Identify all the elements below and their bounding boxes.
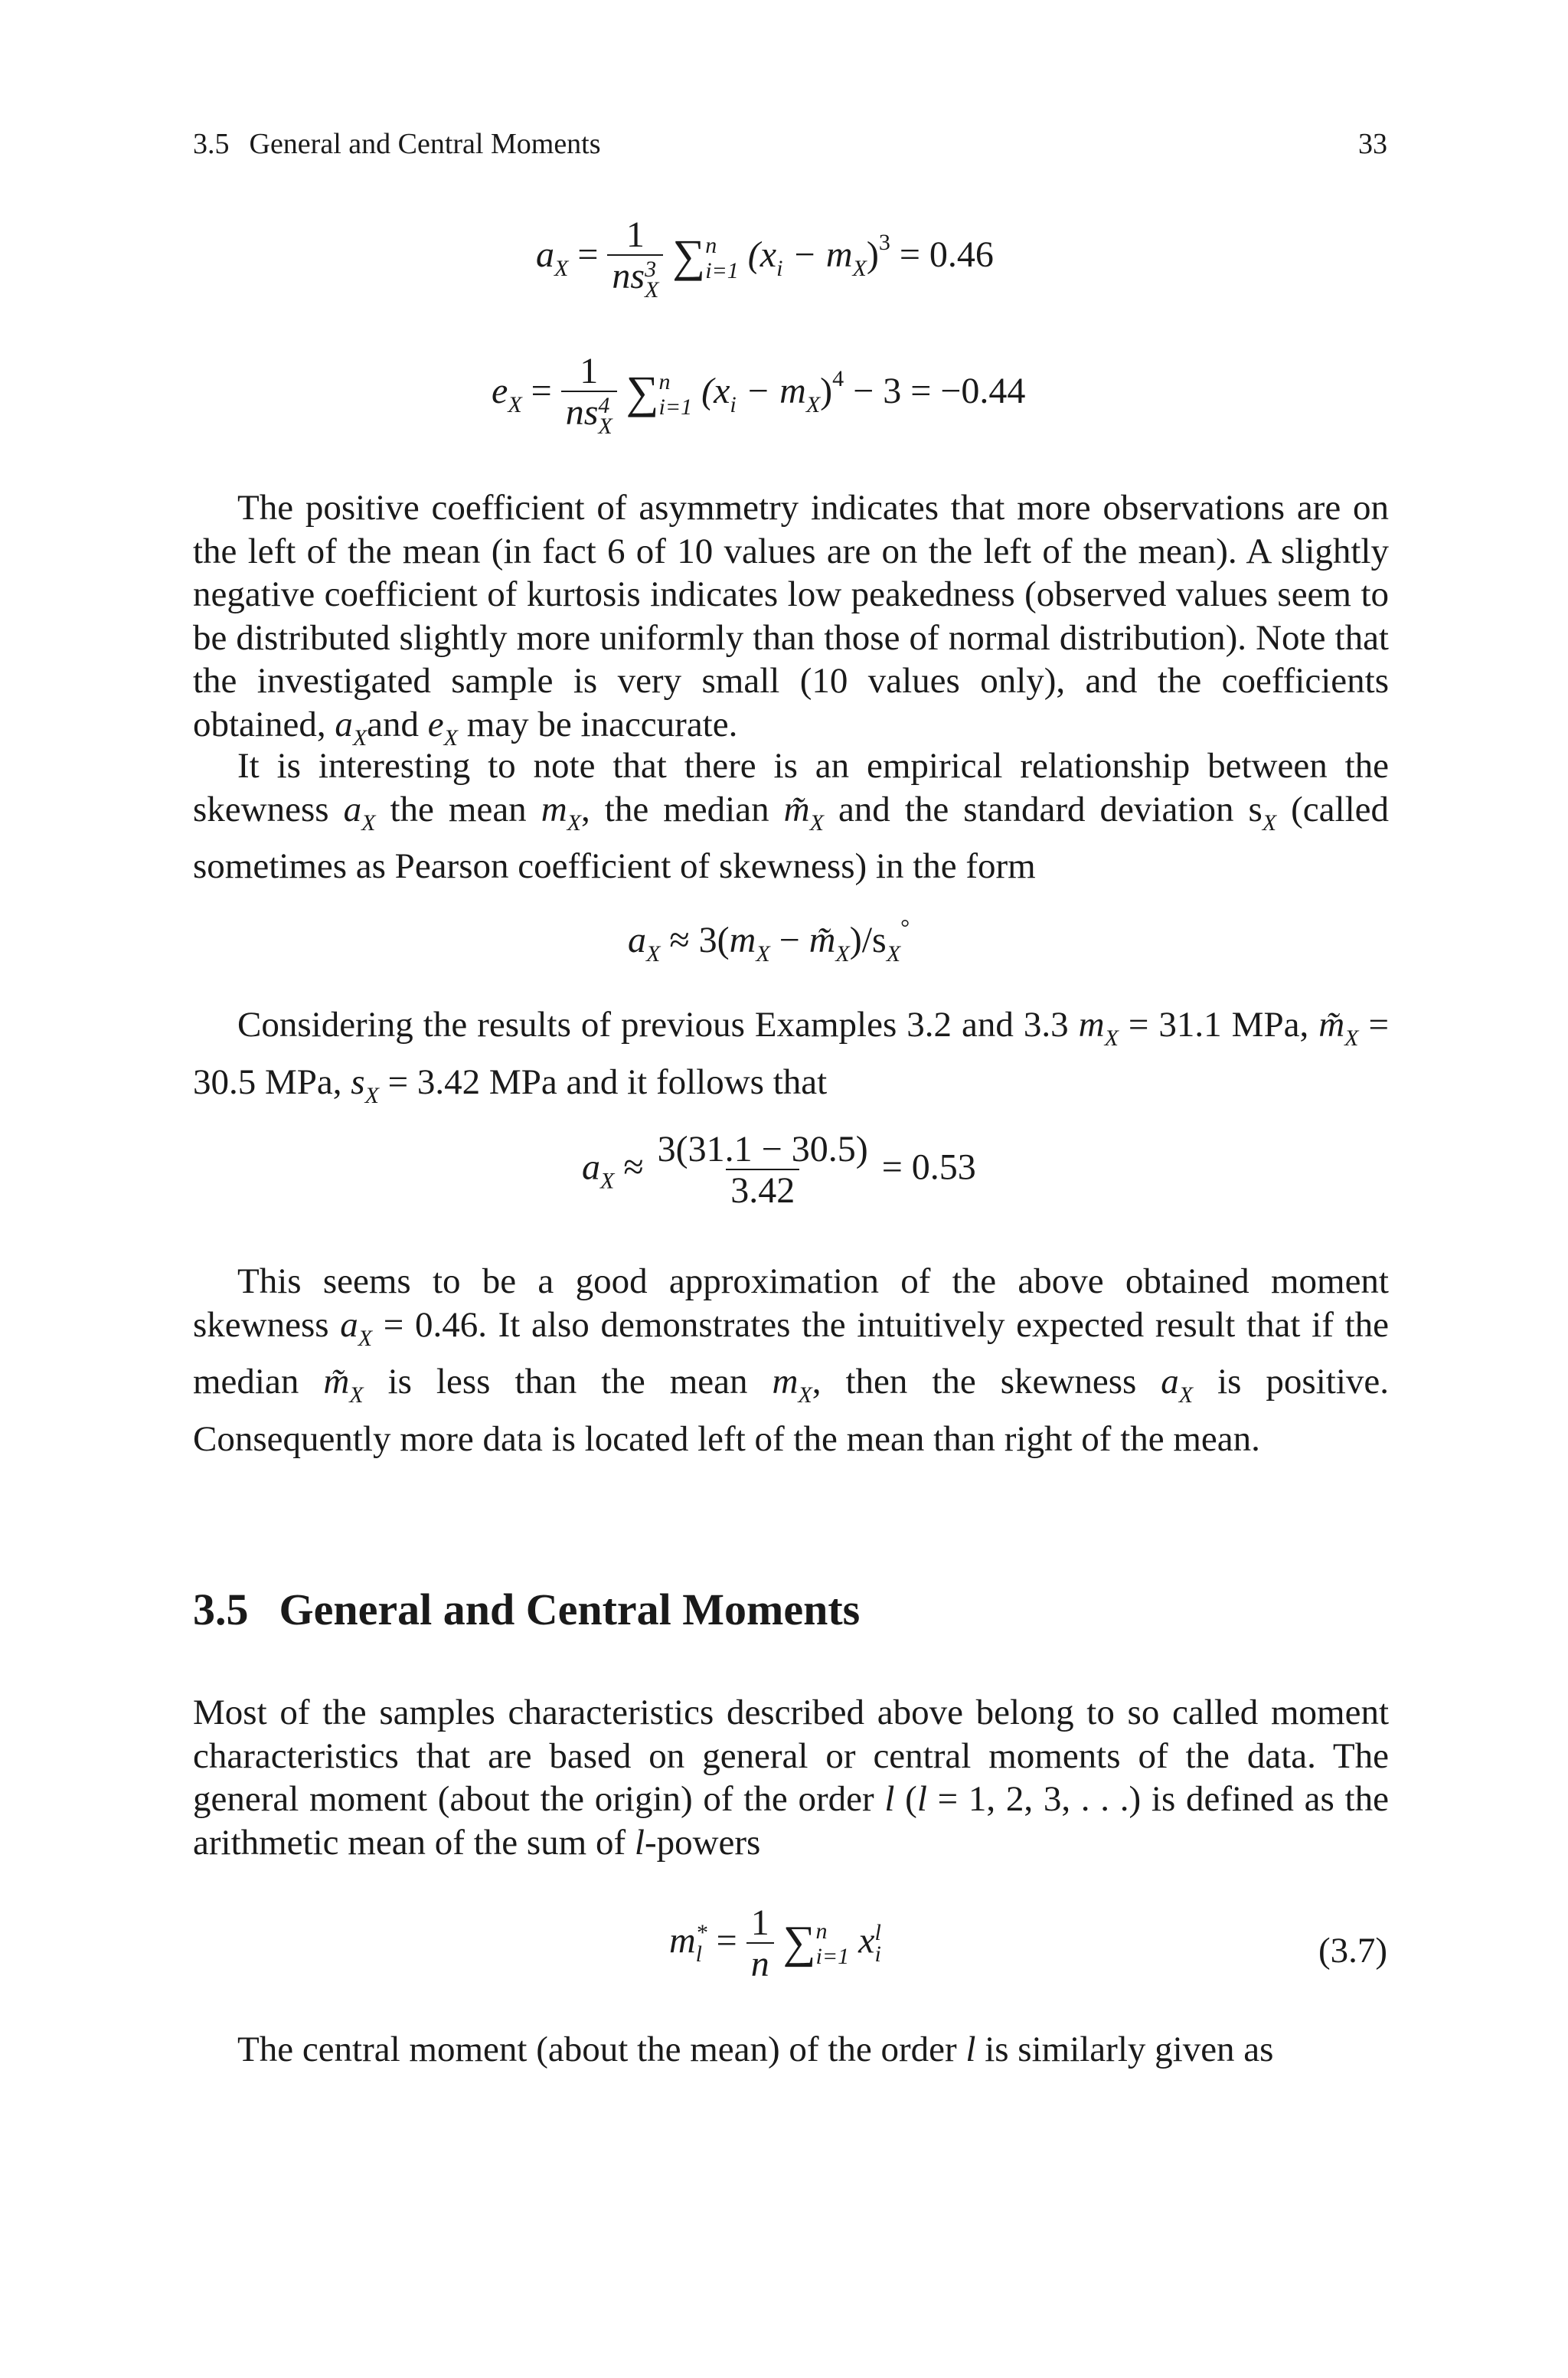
summation-symbol: ∑: [626, 367, 659, 418]
paragraph-considering: Considering the results of previous Examples 3.2 and 3.3 $m_X = 31.1$ MPa, $m̃_X = 30.5$ MPa, $s_X = 3.42$ MPa and it follows that: [193, 1005, 1390, 1108]
eq-lhs: a: [536, 234, 554, 276]
header-section-title: General and Central Moments: [249, 128, 601, 160]
page-number: 33: [1358, 128, 1387, 160]
eq-lhs: e: [492, 371, 508, 412]
running-header: [193, 127, 601, 161]
section-number: 3.5: [193, 1585, 249, 1634]
fraction: $\frac{1}{n}$: [746, 1904, 774, 1984]
summation-symbol: ∑: [672, 231, 706, 282]
equation-skewness: $a_X$ = 1 ns 3 X ∑ n i=1 $(x_i - m_X)^3 = 0.46$: [536, 214, 994, 303]
equation-numeric-approx: $a_X$ ≈ $\frac{3(31.1 - 30.5)}{3.42}$ = 0.53: [582, 1129, 976, 1212]
equation-3-7: m * l = $\frac{1}{n}$ ∑ n i=1 x l i: [669, 1902, 881, 1985]
equation-pearson: $a_X \approx 3(m_X$ − $m̃_X)/s_X^\circ$: [628, 915, 910, 967]
paragraph-pearson-intro: It is interesting to note that there is an empirical relationship between the skewness $a_X$ the mean $m_X$, the median $m̃_X$ and the standard deviation $s_X$ (called sometimes as Pearson coefficient of skewness) in the form: [193, 746, 1389, 886]
fraction: $\frac{3(31.1 - 30.5)}{3.42}$: [657, 1129, 868, 1212]
summation-symbol: ∑: [782, 1916, 816, 1967]
fraction: 1 ns 3 X: [607, 216, 663, 300]
paragraph-general-moment: Most of the samples characteristics described above belong to so called moment characteristics that are based on general or central moments of the data. The general moment (about the origin) of the order l (l = 1, 2, 3, . . .) is defined as the arithmetic mean of the sum of l-powers: [193, 1693, 1389, 1863]
equation-kurtosis: $e_X$ = 1 ns 4 X ∑ n i=1 $(x_i - m_X)^4 - 3 = -0.44$: [492, 351, 1026, 440]
section-heading: [193, 1583, 860, 1637]
paragraph-approximation: This seems to be a good approximation of the above obtained moment skewness $a_X = 0.46$. It also demonstrates the intuitively expected result that if the median $m̃_X$ is less than the mean $m_X$, then the skewness $a_X$ is positive. Consequently more data is located left of the mean than right of the mean.: [193, 1261, 1389, 1459]
paragraph-central-moment: The central moment (about the mean) of the order l is similarly given as: [237, 2030, 1274, 2069]
equation-number: (3.7): [1318, 1931, 1387, 1971]
paragraph-asymmetry: The positive coefficient of asymmetry indicates that more observations are on the left of the mean (in fact 6 of 10 values are on the left of the mean). A slightly negative coefficient of kurtosis indicates low peakedness (observed values seem to be distributed slightly more uniformly than those of normal distribution). Note that the investigated sample is very small (10 values only), and the coefficients obtained, $a_Xand$ $e_X$ may be inaccurate.: [193, 488, 1389, 751]
fraction: 1 ns 4 X: [561, 352, 617, 437]
header-section-number: 3.5: [193, 128, 230, 160]
section-title: General and Central Moments: [279, 1585, 861, 1634]
